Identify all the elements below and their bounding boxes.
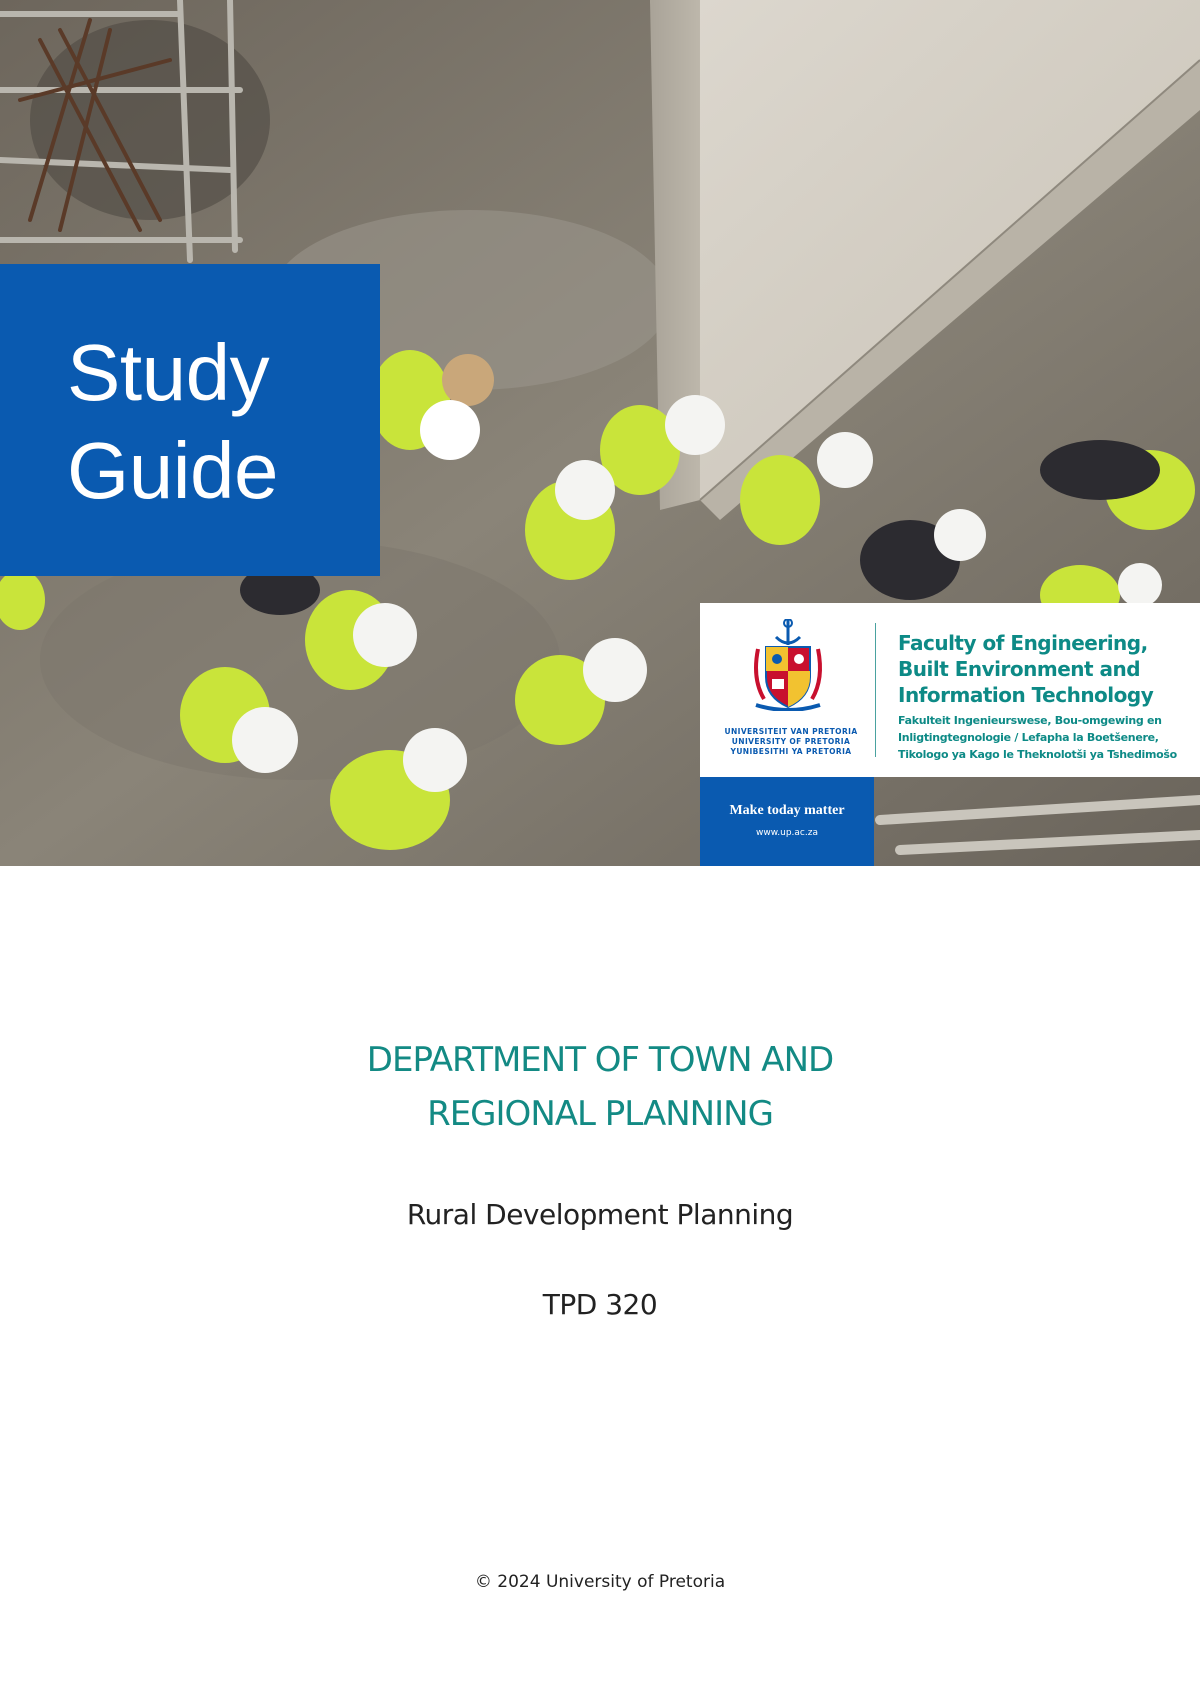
tagline-text: Make today matter [729,803,845,818]
university-crest-icon [748,619,828,711]
tagline-band [700,777,874,866]
department-title-line2: REGIONAL PLANNING [427,1094,773,1134]
university-url: www.up.ac.za [756,828,818,838]
module-code: TPD 320 [542,1288,658,1321]
university-name-english: UNIVERSITY OF PRETORIA [731,737,851,746]
university-names [720,727,862,757]
department-title-line1: DEPARTMENT OF TOWN AND [366,1040,834,1080]
faculty-logo-panel [700,603,1200,777]
copyright-notice: © 2024 University of Pretoria [474,1572,726,1592]
study-guide-title-line1: Study [67,328,270,417]
faculty-name-line: Faculty of Engineering, [898,631,1148,655]
university-name-sepedi: YUNIBESITHI YA PRETORIA [730,747,852,756]
faculty-name-english [898,630,1198,708]
study-guide-title [67,324,380,520]
faculty-other-line: Tikologo ya Kago le Theknolotši ya Tshedimošo [898,748,1177,761]
panel-divider [875,623,876,757]
university-name-afrikaans: UNIVERSITEIT VAN PRETORIA [724,727,858,736]
study-guide-box [0,264,380,576]
module-name: Rural Development Planning [406,1198,794,1231]
faculty-other-line: Fakulteit Ingenieurswese, Bou-omgewing en [898,714,1162,727]
study-guide-title-line2: Guide [67,426,278,515]
faculty-name-other-languages [898,712,1198,763]
faculty-name-line: Built Environment and [898,657,1141,681]
faculty-name-line: Information Technology [898,683,1154,707]
faculty-other-line: Inligtingtegnologie / Lefapha la Boetšenere, [898,731,1159,744]
department-title [0,1033,1200,1141]
